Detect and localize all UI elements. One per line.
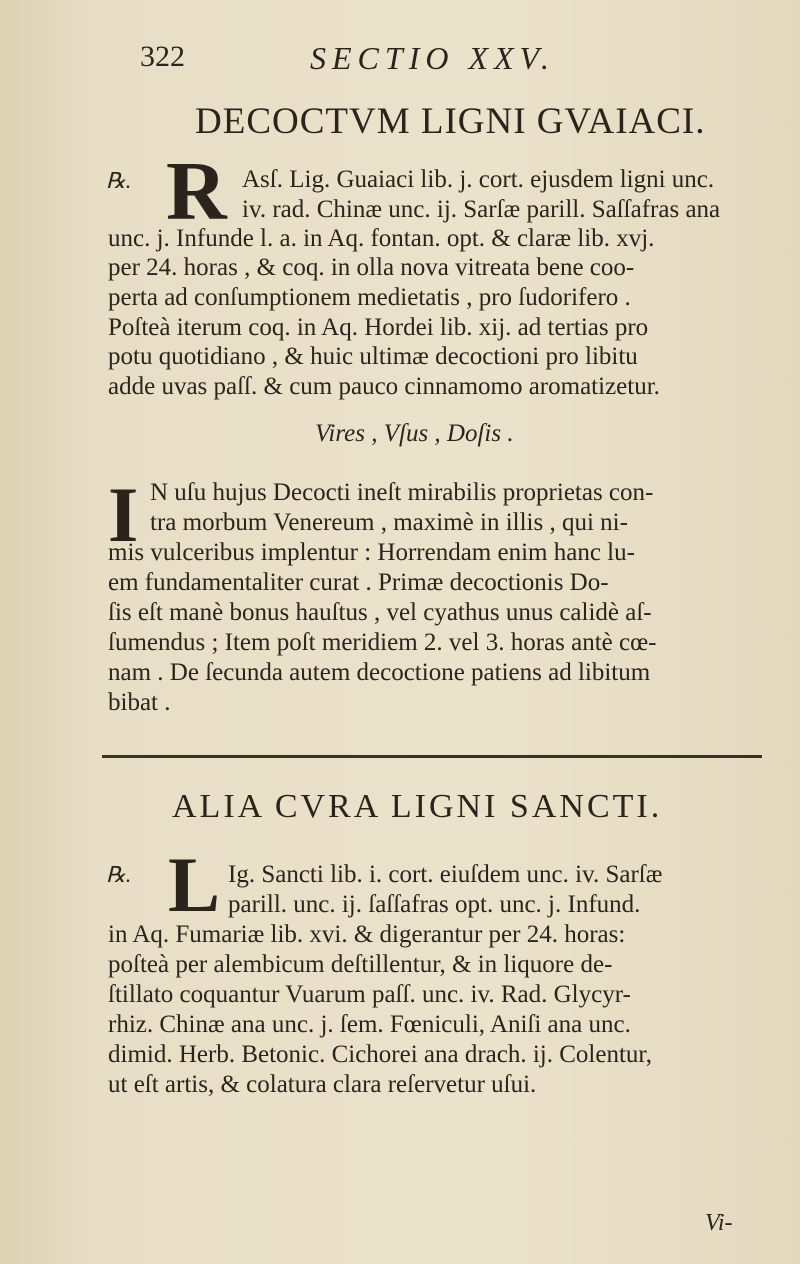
text-line: perta ad conſumptionem medietatis , pro ſudorifero . xyxy=(108,284,631,311)
section-divider xyxy=(102,755,762,758)
text-line: Asſ. Lig. Guaiaci lib. j. cort. ejusdem ligni unc. xyxy=(242,166,715,193)
text-line: ſis eſt manè bonus hauſtus , vel cyathus unus calidè aſ- xyxy=(108,599,652,626)
subheading-vires: Vires , Vſus , Doſis . xyxy=(315,420,514,447)
text-line: unc. j. Infunde l. a. in Aq. fontan. opt. & claræ lib. xvj. xyxy=(108,225,655,252)
running-head: SECTIO XXV. xyxy=(310,40,555,76)
text-line: tra morbum Venereum , maximè in illis , qui ni- xyxy=(150,509,628,536)
text-line: ſumendus ; Item poſt meridiem 2. vel 3. horas antè cœ- xyxy=(108,629,657,656)
text-line: rhiz. Chinæ ana unc. j. ſem. Fœniculi, Aniſi ana unc. xyxy=(108,1011,631,1038)
text-line: parill. unc. ij. ſaſſafras opt. unc. j. Infund. xyxy=(228,891,641,918)
text-line: N uſu hujus Decocti ineſt mirabilis proprietas con- xyxy=(150,479,654,506)
text-line: nam . De ſecunda autem decoctione patiens ad libitum xyxy=(108,659,651,686)
drop-cap-i: I xyxy=(108,471,139,558)
text-line: Poſteà iterum coq. in Aq. Hordei lib. xij. ad tertias pro xyxy=(108,314,649,341)
page-number: 322 xyxy=(140,40,185,73)
text-line: ut eſt artis, & colatura clara reſervetur uſui. xyxy=(108,1071,537,1098)
text-line: Ig. Sancti lib. i. cort. eiuſdem unc. iv. Sarſæ xyxy=(228,861,663,888)
text-line: poſteà per alembicum deſtillentur, & in liquore de- xyxy=(108,951,613,978)
catchword: Vi- xyxy=(705,1210,733,1236)
text-line: iv. rad. Chinæ unc. ij. Sarſæ parill. Saſſafras ana xyxy=(242,196,721,223)
text-line: mis vulceribus implentur : Horrendam enim hanc lu- xyxy=(108,539,635,566)
recipe-sign: ℞. xyxy=(106,862,132,887)
text-line: per 24. horas , & coq. in olla nova vitreata bene coo- xyxy=(108,254,635,281)
text-line: adde uvas paſſ. & cum pauco cinnamomo aromatizetur. xyxy=(108,373,660,400)
text-line: bibat . xyxy=(108,689,171,716)
text-line: dimid. Herb. Betonic. Cichorei ana drach. ij. Colentur, xyxy=(108,1041,652,1068)
recipe-sign: ℞. xyxy=(106,168,132,193)
drop-cap-r: R xyxy=(166,145,227,238)
drop-cap-l: L xyxy=(168,841,221,928)
text-line: potu quotidiano , & huic ultimæ decoctioni pro libitu xyxy=(108,343,638,370)
text-line: in Aq. Fumariæ lib. xvi. & digerantur per 24. horas: xyxy=(108,921,626,948)
text-line: ſtillato coquantur Vuarum paſſ. unc. iv. Rad. Glycyr- xyxy=(108,981,631,1008)
text-line: em fundamentaliter curat . Primæ decoctionis Do- xyxy=(108,569,609,596)
section-title-decoctum: DECOCTVM LIGNI GVAIACI. xyxy=(195,101,706,142)
section-title-alia-cura: ALIA CVRA LIGNI SANCTI. xyxy=(172,788,663,825)
